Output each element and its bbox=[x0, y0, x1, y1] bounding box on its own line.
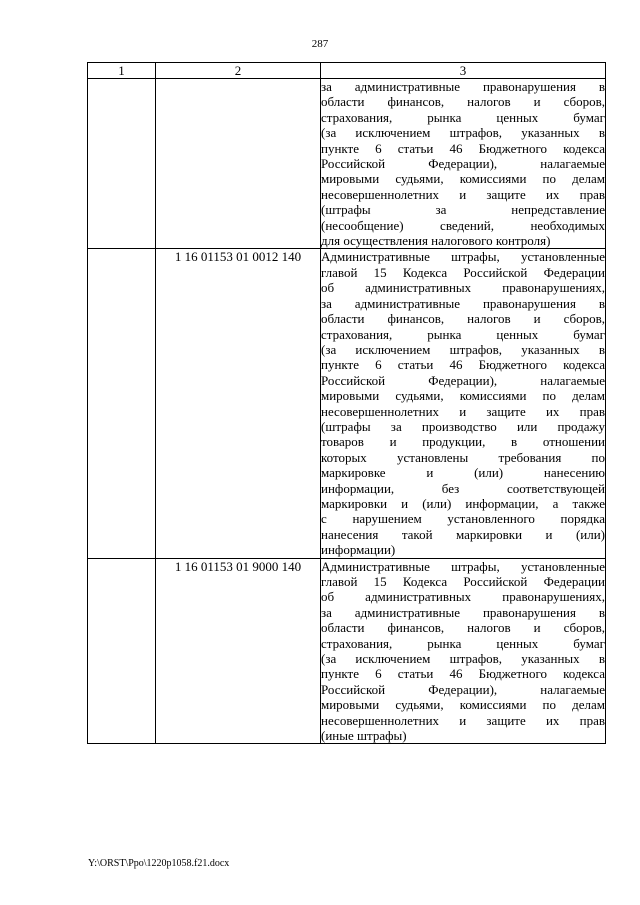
description-line: информации) bbox=[321, 542, 396, 558]
description-line: мировыми судьями, комиссиями по делам bbox=[321, 388, 605, 404]
description-line: за административные правонарушения в bbox=[321, 604, 605, 620]
description-line: с нарушением установленного порядка bbox=[321, 511, 605, 527]
description-line: (за исключением штрафов, указанных в bbox=[321, 651, 605, 667]
description-line: мировыми судьями, комиссиями по делам bbox=[321, 171, 605, 187]
description-line: для осуществления налогового контроля) bbox=[321, 233, 551, 249]
code-cell bbox=[156, 249, 321, 558]
description-line: пункте 6 статьи 46 Бюджетного кодекса bbox=[321, 666, 605, 682]
budget-code: 1 16 01153 01 9000 140 bbox=[174, 558, 302, 574]
description-line: об административных правонарушениях, bbox=[321, 589, 605, 605]
description-line: Российской Федерации), налагаемые bbox=[321, 681, 605, 697]
description-line: (за исключением штрафов, указанных в bbox=[321, 341, 605, 357]
description-line: за административные правонарушения в bbox=[321, 295, 605, 311]
description-line: Административные штрафы, установленные bbox=[321, 249, 605, 265]
description-line: несовершеннолетних и защите их прав bbox=[321, 186, 605, 202]
description-cell bbox=[321, 249, 606, 558]
table-row bbox=[88, 558, 606, 744]
description-line: области финансов, налогов и сборов, bbox=[321, 311, 605, 327]
row-number-cell bbox=[88, 558, 156, 744]
description-line: за административные правонарушения в bbox=[321, 79, 605, 94]
description-line: Российской Федерации), налагаемые bbox=[321, 372, 605, 388]
description-line: (штрафы за производство или продажу bbox=[321, 418, 605, 434]
description-line: страхования, рынка ценных бумаг bbox=[321, 109, 605, 125]
description-line: информации, без соответствующей bbox=[321, 480, 605, 496]
description-line: несовершеннолетних и защите их прав bbox=[321, 403, 605, 419]
description-line: маркировке и (или) нанесению bbox=[321, 465, 605, 481]
description-line: главой 15 Кодекса Российской Федерации bbox=[321, 574, 605, 589]
code-cell bbox=[156, 558, 321, 744]
table-row bbox=[88, 249, 606, 558]
table-row bbox=[88, 79, 606, 249]
description-cell bbox=[321, 558, 606, 744]
description-line: товаров и продукции, в отношении bbox=[321, 434, 605, 450]
budget-code: 1 16 01153 01 0012 140 bbox=[174, 249, 302, 265]
description-cell bbox=[321, 79, 606, 249]
description-line: области финансов, налогов и сборов, bbox=[321, 620, 605, 636]
description-line: пункте 6 статьи 46 Бюджетного кодекса bbox=[321, 140, 605, 156]
description-line: маркировки и (или) информации, а также bbox=[321, 495, 605, 511]
description-line: страхования, рынка ценных бумаг bbox=[321, 326, 605, 342]
description-line: мировыми судьями, комиссиями по делам bbox=[321, 697, 605, 713]
page-number: 287 bbox=[311, 38, 329, 50]
description-line: (штрафы за непредставление bbox=[321, 202, 605, 218]
description-line: (иные штрафы) bbox=[321, 728, 407, 744]
description-line: Российской Федерации), налагаемые bbox=[321, 156, 605, 172]
budget-classification-table bbox=[87, 62, 606, 744]
description-line: несовершеннолетних и защите их прав bbox=[321, 712, 605, 728]
description-line: (несообщение) сведений, необходимых bbox=[321, 217, 605, 233]
description-line: Административные штрафы, установленные bbox=[321, 558, 605, 574]
row-number-cell bbox=[88, 79, 156, 249]
description-line: нанесения такой маркировки и (или) bbox=[321, 526, 605, 542]
description-line: которых установлены требования по bbox=[321, 449, 605, 465]
file-path-footer: Y:\ORST\Ppo\1220p1058.f21.docx bbox=[88, 858, 230, 869]
description-line: об административных правонарушениях, bbox=[321, 280, 605, 296]
description-line: области финансов, налогов и сборов, bbox=[321, 94, 605, 110]
header-col-2: 2 bbox=[156, 63, 321, 79]
row-number-cell bbox=[88, 249, 156, 558]
code-cell bbox=[156, 79, 321, 249]
header-col-3: 3 bbox=[321, 63, 606, 79]
description-line: главой 15 Кодекса Российской Федерации bbox=[321, 264, 605, 280]
header-col-1: 1 bbox=[88, 63, 156, 79]
description-line: (за исключением штрафов, указанных в bbox=[321, 125, 605, 141]
table-header-row bbox=[88, 63, 606, 79]
description-line: пункте 6 статьи 46 Бюджетного кодекса bbox=[321, 357, 605, 373]
description-line: страхования, рынка ценных бумаг bbox=[321, 635, 605, 651]
